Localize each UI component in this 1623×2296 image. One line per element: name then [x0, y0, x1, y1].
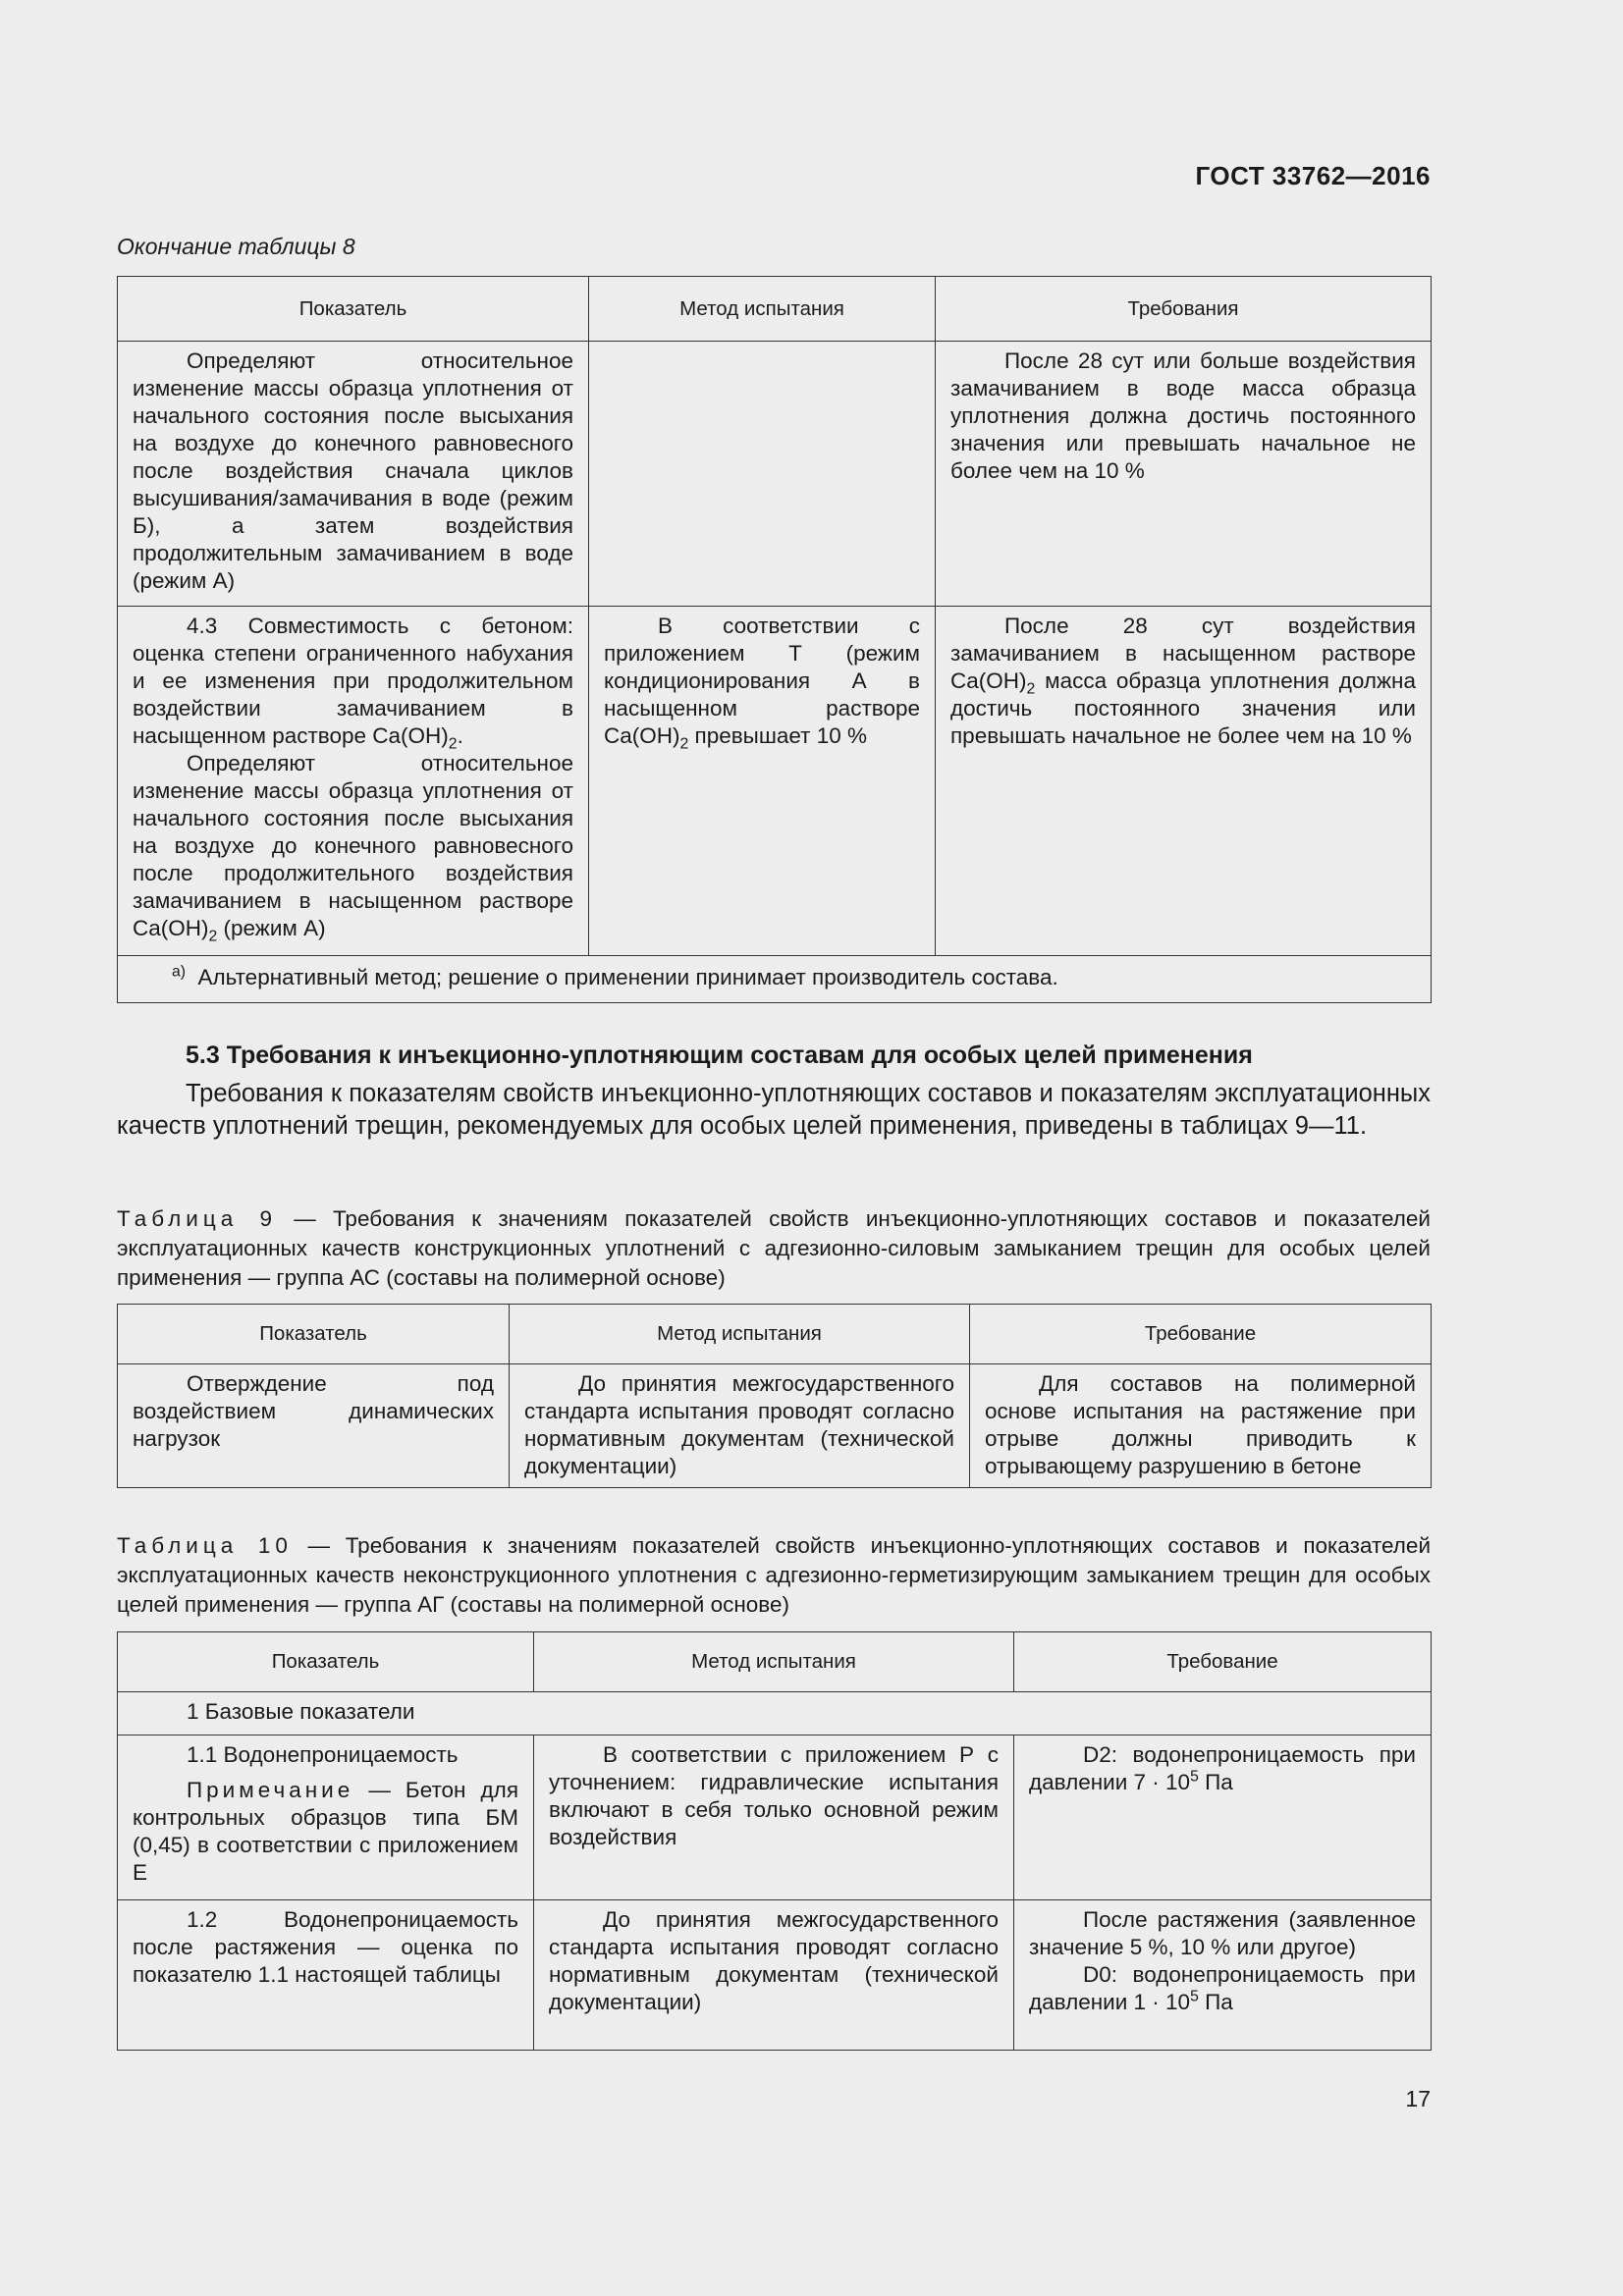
cell-text: Отверждение под воздействием динамических нагрузок	[133, 1371, 494, 1451]
table10-caption: Таблица 10 — Требования к значениям показателей свойств инъекционно-уплотняющих составов и показателей эксплуатационных качеств неконструкционного уплотнения с адгезионно-герметизирующим замыканием трещин для особых целей применения — группа АГ (составы на полимерной основе)	[117, 1533, 1432, 1617]
table8-continuation	[117, 276, 1432, 1003]
table9	[117, 1304, 1432, 1488]
column-header: Требование	[1014, 1632, 1432, 1692]
table-row	[118, 342, 1432, 607]
table10	[117, 1631, 1432, 2051]
column-header: Показатель	[118, 1305, 510, 1364]
footnote-mark: а)	[172, 963, 187, 981]
column-header: Требования	[936, 277, 1432, 342]
cell-text: 1.1 Водонепроницаемость	[187, 1742, 459, 1767]
cell-text: D2: водонепроницаемость при давлении $7 \cdot 10^5$ Па	[1029, 1742, 1416, 1794]
section-heading: 5.3 Требования к инъекционно-уплотняющим составам для особых целей применения	[186, 1041, 1253, 1069]
page-number: 17	[1405, 2086, 1431, 2111]
cell-text: 4.3 Совместимость с бетоном: оценка степени ограниченного набухания и ее изменения при продолжительном воздействии замачиванием в насыщенном растворе $Ca(OH)_2$.	[133, 614, 573, 753]
table-row	[118, 1364, 1432, 1488]
cell-text: До принятия межгосударственного стандарта испытания проводят согласно нормативным документам (технической документации)	[524, 1371, 954, 1478]
section-text: Требования к показателям свойств инъекционно-уплотняющих составов и показателям эксплуатационных качеств уплотнений трещин, рекомендуемых для особых целей применения, приведены в таблицах 9—11.	[117, 1080, 1431, 1140]
column-header: Метод испытания	[510, 1305, 970, 1364]
table9-caption: Таблица 9 — Требования к значениям показателей свойств инъекционно-уплотняющих составов и показателей эксплуатационных качеств конструкционных уплотнений с адгезионно-силовым замыканием трещин для особых целей применения — группа АС (составы на полимерной основе)	[117, 1206, 1431, 1290]
column-header: Метод испытания	[534, 1632, 1014, 1692]
cell-text: Определяют относительное изменение массы образца уплотнения от начального состояния после высыхания на воздухе до конечного равновесного после продолжительного воздействия замачиванием в насыщенном растворе $Ca(OH)_2$ (режим А)	[133, 751, 573, 945]
cell-text: После 28 сут или больше воздействия замачиванием в воде масса образца уплотнения должна достичь постоянного значения или превышать начальное не более чем на 10 %	[950, 348, 1416, 483]
cell-text: 1.2 Водонепроницаемость после растяжения — оценка по показателю 1.1 настоящей таблицы	[133, 1907, 518, 1987]
table-group-row: 1 Базовые показатели	[118, 1692, 1432, 1735]
column-header: Показатель	[118, 277, 589, 342]
cell-text: После 28 сут воздействия замачиванием в насыщенном растворе $Ca(OH)_2$ масса образца уплотнения должна достичь постоянного значения или превышать начальное не более чем на 10 %	[950, 614, 1416, 748]
table-row	[118, 1900, 1432, 2051]
table-row	[118, 607, 1432, 956]
cell-note: Примечание — Бетон для контрольных образцов типа БМ (0,45) в соответствии с приложением Е	[133, 1778, 518, 1885]
cell-text: Определяют относительное изменение массы образца уплотнения от начального состояния после высыхания на воздухе до конечного равновесного после воздействия сначала циклов высушивания/замачивания в воде (режим Б), а затем воздействия продолжительным замачиванием в воде (режим А)	[133, 348, 573, 593]
table-row	[118, 1735, 1432, 1900]
cell-text: В соответствии с приложением Р с уточнением: гидравлические испытания включают в себя только основной режим воздействия	[549, 1742, 999, 1849]
table8-continuation-title: Окончание таблицы 8	[117, 234, 355, 259]
cell-text: В соответствии с приложением Т (режим кондиционирования А в насыщенном растворе $Ca(OH)_2$ превышает 10 %	[604, 614, 920, 753]
column-header: Метод испытания	[589, 277, 936, 342]
standard-id: ГОСТ 33762—2016	[1195, 161, 1431, 190]
cell-text: До принятия межгосударственного стандарта испытания проводят согласно нормативным документам (технической документации)	[549, 1907, 999, 2014]
table-footnote: $^{а)}$ Альтернативный метод; решение о применении принимает производитель состава.	[118, 956, 1432, 1003]
column-header: Показатель	[118, 1632, 534, 1692]
cell-text: После растяжения (заявленное значение 5 %, 10 % или другое)	[1029, 1907, 1416, 1959]
column-header: Требование	[970, 1305, 1432, 1364]
cell-text: Для составов на полимерной основе испытания на растяжение при отрыве должны приводить к отрывающему разрушению в бетоне	[985, 1371, 1416, 1478]
cell-text: D0: водонепроницаемость при давлении $1 \cdot 10^5$ Па	[1029, 1962, 1416, 2014]
